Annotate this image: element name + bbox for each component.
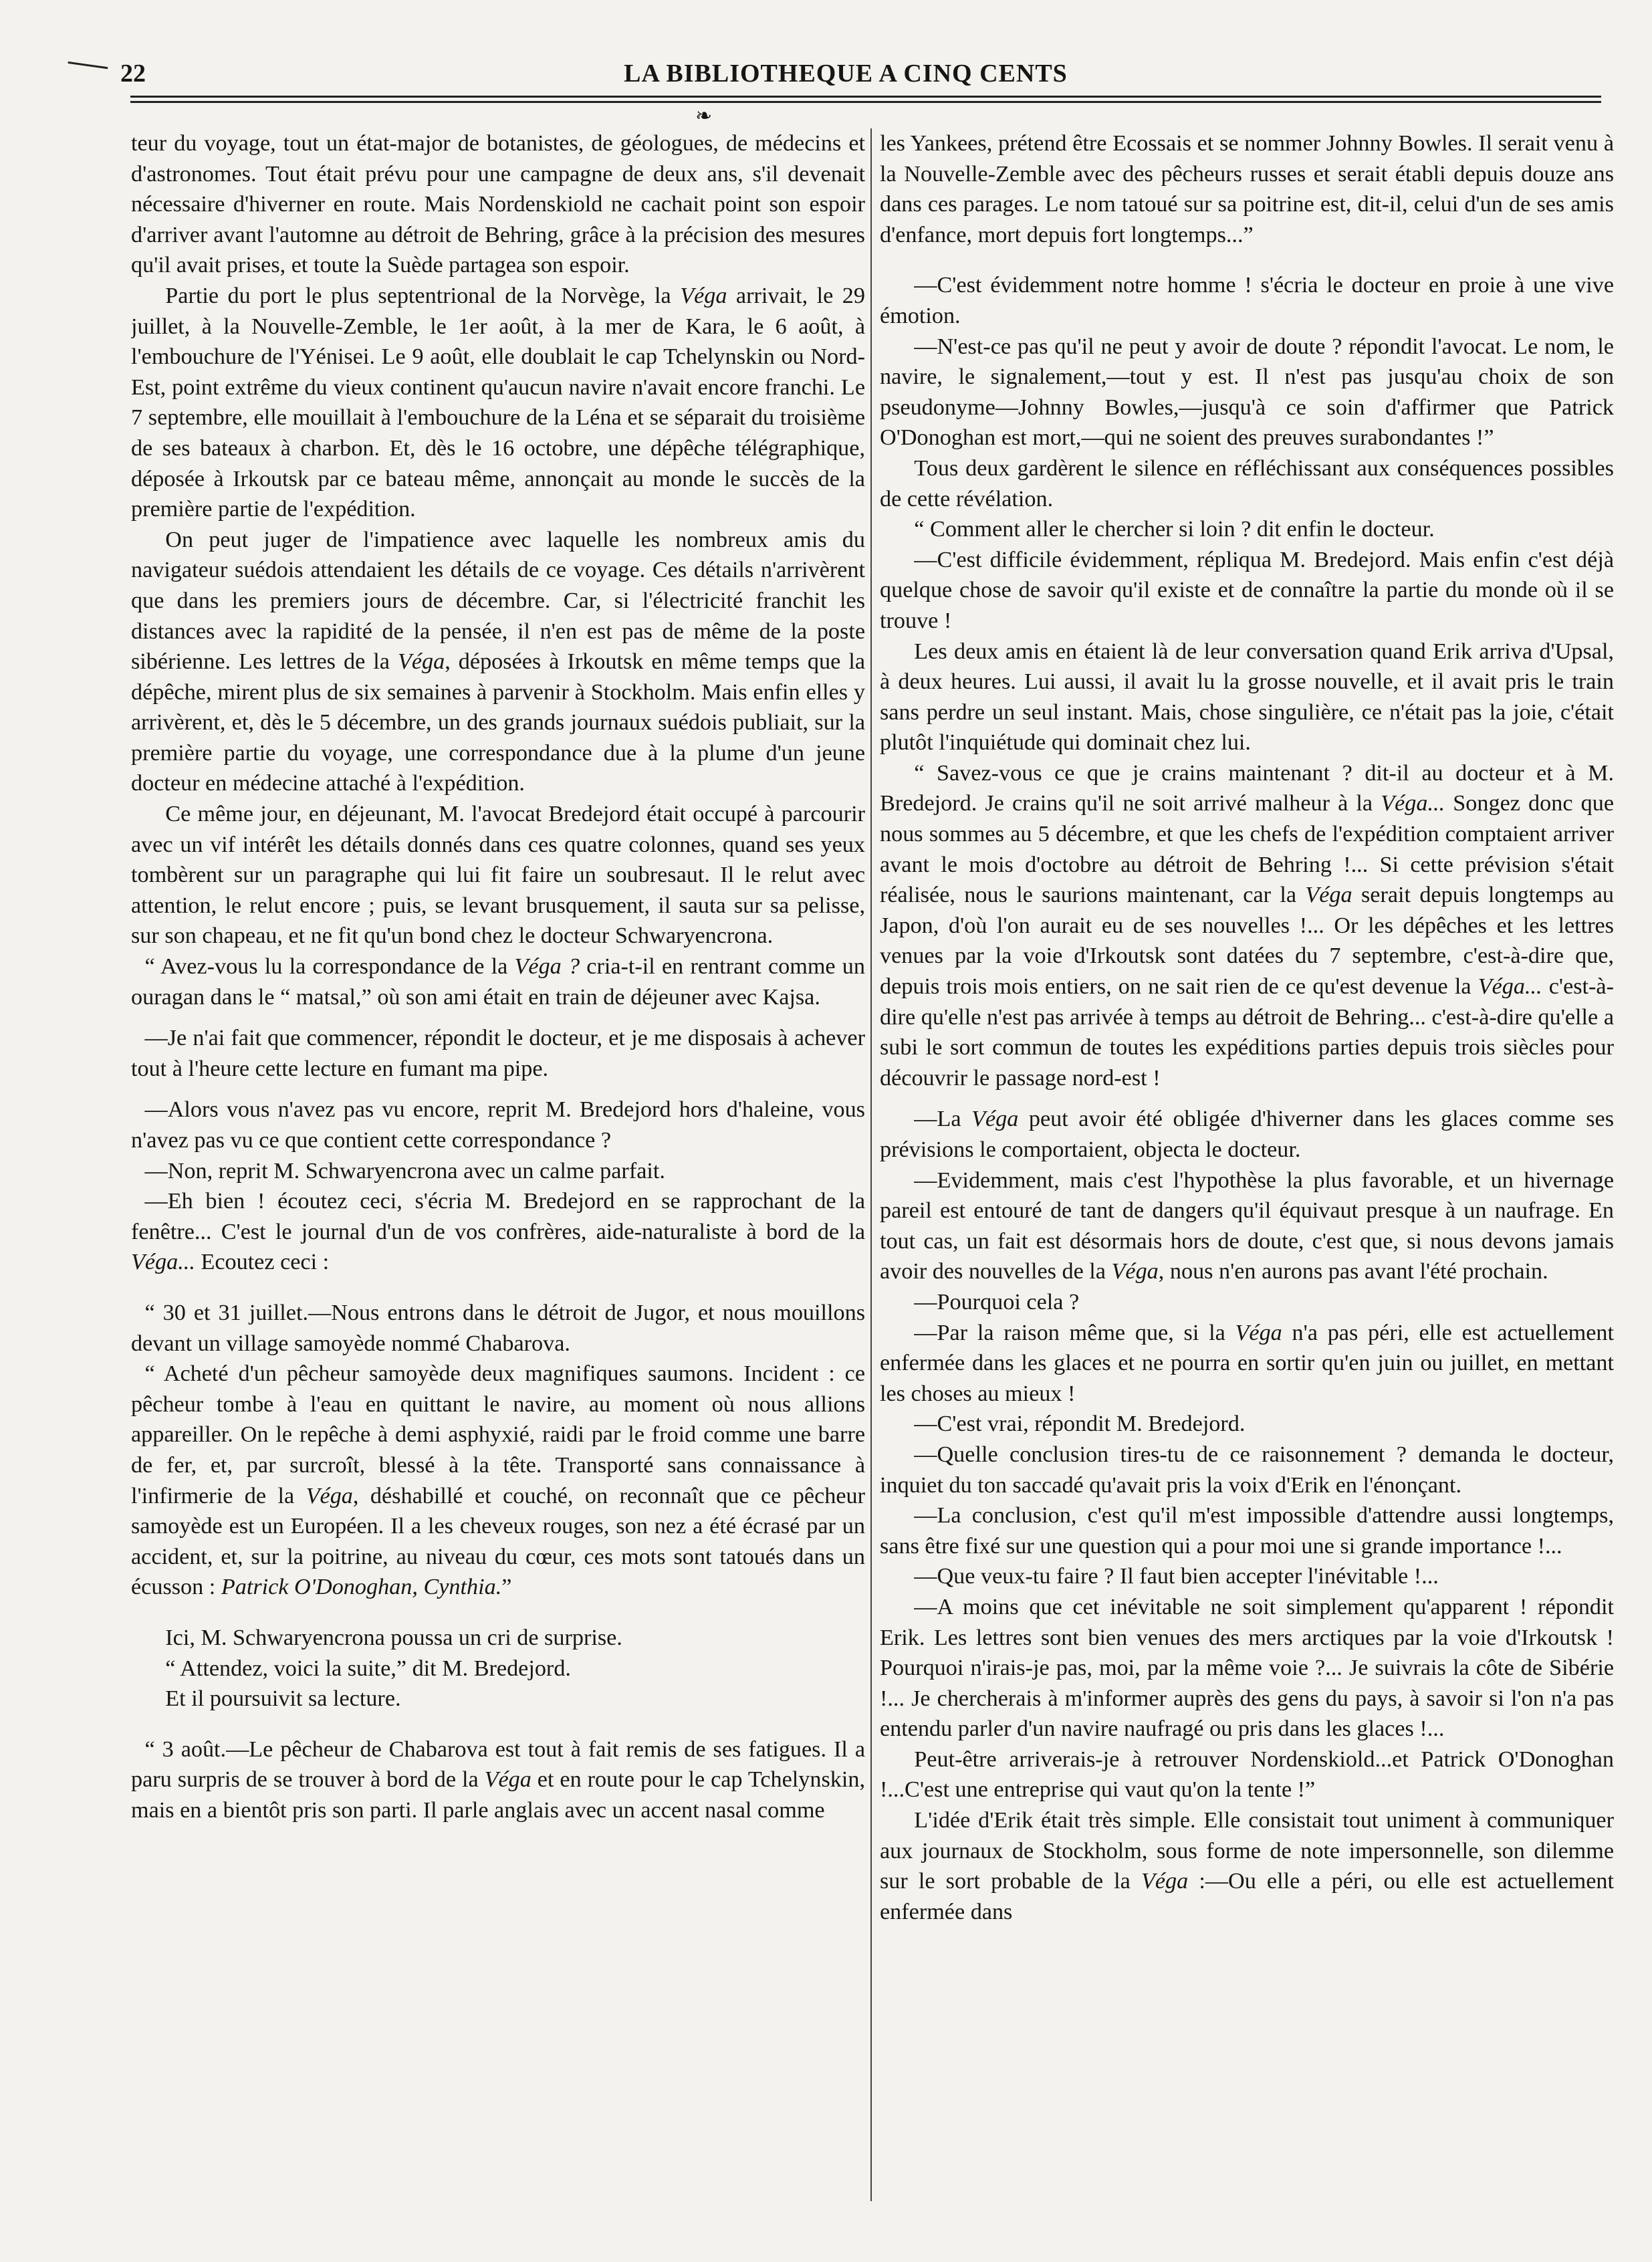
- column-divider: [870, 128, 872, 2201]
- paragraph: Partie du port le plus septentrional de la Norvège, la Véga arrivait, le 29 juillet, à la Nouvelle-Zemble, le 1er août, à la mer de Kara, le 6 août, à l'embouchure de l'Yénisei. Le 9 août, elle doublait le cap Tchelynskin ou Nord-Est, point extrême du vieux continent qu'aucun navire n'avait encore franchi. Le 7 septembre, elle mouillait à l'embouchure de la Léna et se séparait du troisième de ses bateaux à charbon. Et, dès le 16 octobre, une dépêche télégraphique, déposée à Irkoutsk par ce bateau même, annonçait au monde le succès de la première partie de l'expédition.: [131, 283, 865, 522]
- ship-name: Véga: [1235, 1320, 1282, 1345]
- page-header: [80, 56, 1611, 94]
- ship-name: Véga ?: [514, 954, 580, 980]
- paragraph: —C'est évidemment notre homme ! s'écria le docteur en proie à une vive émotion.: [880, 273, 1614, 328]
- paragraph: Ici, M. Schwaryencrona poussa un cri de surprise.: [165, 1625, 622, 1650]
- paragraph: —Quelle conclusion tires-tu de ce raisonnement ? demanda le docteur, inquiet du ton saccadé qu'avait pris la voix d'Erik en l'énonçant.: [880, 1442, 1614, 1498]
- ship-name: Véga: [1111, 1259, 1159, 1284]
- paragraph: “ Savez-vous ce que je crains maintenant ? dit-il au docteur et à M. Bredejord. Je crains qu'il ne soit arrivé malheur à la Véga... Songez donc que nous sommes au 5 décembre, et que les chefs de l'expédition comptaient arriver avant le mois d'octobre au détroit de Behring !... Si cette prévision s'était réalisée, nous le saurions maintenant, car la Véga serait depuis longtemps au Japon, d'où l'on aurait eu de ses nouvelles !... Or les dépêches et les lettres venues par la voie d'Irkoutsk sont datées du 7 septembre, c'est-à-dire que, depuis trois mois entiers, on ne sait rien de ce qu'est devenue la Véga... c'est-à-dire qu'elle n'est pas arrivée à temps au détroit de Behring... c'est-à-dire qu'elle a subi le sort commun de toutes les expéditions parties depuis trois siècles pour découvrir le passage nord-est !: [880, 760, 1614, 1091]
- ship-name: Véga: [484, 1767, 532, 1793]
- tattoo-text: Patrick O'Donoghan, Cynthia.: [221, 1575, 502, 1600]
- ship-name: Véga...: [131, 1250, 195, 1275]
- ship-name: Véga...: [1381, 791, 1445, 816]
- paragraph: “ Attendez, voici la suite,” dit M. Bredejord.: [165, 1656, 571, 1681]
- paragraph: L'idée d'Erik était très simple. Elle consistait tout uniment à communiquer aux journaux de Stockholm, sous forme de note impersonnelle, son dilemme sur le sort probable de la Véga :—Ou elle a péri, ou elle est actuellement enfermée dans: [880, 1808, 1614, 1924]
- paragraph: —Par la raison même que, si la Véga n'a pas péri, elle est actuellement enfermée dans les glaces et ne pourra en sortir qu'en juin ou juillet, en mettant les choses au mieux !: [880, 1320, 1614, 1406]
- paragraph: —La conclusion, c'est qu'il m'est impossible d'attendre aussi longtemps, sans être fixé sur une question qui a pour moi une si grande importance !...: [880, 1503, 1614, 1559]
- paragraph: —A moins que cet inévitable ne soit simplement qu'apparent ! répondit Erik. Les lettres sont bien venues des mers arctiques par la voie d'Irkoutsk ! Pourquoi n'irais-je pas, moi, par la même voie ?... Je suivrais la côte de Sibérie !... Je chercherais à m'informer auprès des gens du pays, à savoir si l'on n'a pas entendu parler d'un navire naufragé ou pris dans les glaces !...: [880, 1594, 1614, 1742]
- running-title: LA BIBLIOTHEQUE A CINQ CENTS: [624, 60, 1068, 88]
- ship-name: Véga: [971, 1107, 1019, 1132]
- right-column: [880, 128, 1614, 2235]
- paragraph: —Alors vous n'avez pas vu encore, reprit M. Bredejord hors d'haleine, vous n'avez pas vu ce que contient cette correspondance ?: [131, 1097, 865, 1153]
- paragraph: —C'est vrai, répondit M. Bredejord.: [914, 1411, 1246, 1437]
- header-rule-bottom: [130, 101, 1601, 103]
- paragraph: Les deux amis en étaient là de leur conversation quand Erik arriva d'Upsal, à deux heures. Lui aussi, il avait lu la grosse nouvelle, et il avait pris le train sans perdre un seul instant. Mais, chose singulière, ce n'était pas la joie, c'était plutôt l'inquiétude qui dominait chez lui.: [880, 639, 1614, 756]
- paragraph: —N'est-ce pas qu'il ne peut y avoir de doute ? répondit l'avocat. Le nom, le navire, le signalement,—tout y est. Il n'est pas jusqu'au choix de son pseudonyme—Johnny Bowles,—jusqu'à ce soin d'affirmer que Patrick O'Donoghan est mort,—qui ne soient des preuves surabondantes !”: [880, 334, 1614, 451]
- ship-name: Véga: [1141, 1869, 1189, 1894]
- ship-name: Véga...: [1478, 974, 1542, 1000]
- paragraph: les Yankees, prétend être Ecossais et se nommer Johnny Bowles. Il serait venu à la Nouvelle-Zemble avec des pêcheurs russes et serait établi depuis douze ans dans ces parages. Le nom tatoué sur sa poitrine est, dit-il, celui d'un de ses amis d'enfance, mort depuis fort longtemps...”: [880, 131, 1614, 247]
- paragraph: “ Comment aller le chercher si loin ? dit enfin le docteur.: [914, 517, 1435, 542]
- paragraph: —Evidemment, mais c'est l'hypothèse la plus favorable, et un hivernage pareil est entouré de tant de dangers qu'il équivaut presque à un naufrage. En tout cas, un fait est désormais hors de doute, c'est que, si nous devons jamais avoir des nouvelles de la Véga, nous n'en aurons pas avant l'été prochain.: [880, 1167, 1614, 1284]
- ship-name: Véga: [680, 283, 727, 308]
- ship-name: Véga: [397, 649, 445, 675]
- left-column: [131, 128, 865, 2235]
- paragraph: Ce même jour, en déjeunant, M. l'avocat Bredejord était occupé à parcourir avec un vif intérêt les détails donnés dans ces quatre colonnes, quand ses yeux tombèrent sur un paragraphe qui lui fit faire un soubresaut. Il le relut avec attention, le relut encore ; puis, se levant brusquement, il sauta sur sa pelisse, sur son chapeau, et ne fit qu'un bond chez le docteur Schwaryencrona.: [131, 802, 865, 949]
- paragraph: “ Avez-vous lu la correspondance de la Véga ? cria-t-il en rentrant comme un ouragan dans le “ matsal,” où son ami était en train de déjeuner avec Kajsa.: [131, 954, 865, 1010]
- paragraph: —Pourquoi cela ?: [914, 1289, 1080, 1315]
- paragraph: —La Véga peut avoir été obligée d'hiverner dans les glaces comme ses prévisions le comportaient, objecta le docteur.: [880, 1107, 1614, 1162]
- paragraph: Et il poursuivit sa lecture.: [165, 1686, 401, 1712]
- quote-paragraph: “ 3 août.—Le pêcheur de Chabarova est tout à fait remis de ses fatigues. Il a paru surpris de se trouver à bord de la Véga et en route pour le cap Tchelynskin, mais en a bientôt pris son parti. Il parle anglais avec un accent nasal comme: [131, 1736, 865, 1823]
- header-rule-top: [130, 96, 1601, 98]
- paragraph: teur du voyage, tout un état-major de botanistes, de géologues, de médecins et d'astronomes. Tout était prévu pour une campagne de deux ans, s'il devenait nécessaire d'hiverner en route. Mais Nordenskiold ne cachait point son espoir d'arriver avant l'automne au détroit de Behring, grâce à la précision des mesures qu'il avait prises, et toute la Suède partagea son espoir.: [131, 131, 865, 278]
- paragraph: On peut juger de l'impatience avec laquelle les nombreux amis du navigateur suédois attendaient les détails de ce voyage. Ces détails n'arrivèrent que dans les premiers jours de décembre. Car, si l'électricité franchit les distances avec la rapidité de la pensée, il n'en est pas de même de la poste sibérienne. Les lettres de la Véga, déposées à Irkoutsk en même temps que la dépêche, mirent plus de six semaines à parvenir à Stockholm. Mais enfin elles y arrivèrent, et, dès le 5 décembre, un des grands journaux suédois publiait, sur la première partie du voyage, une correspondance due à la plume d'un jeune docteur en médecine attaché à l'expédition.: [131, 527, 865, 796]
- paragraph: —C'est difficile évidemment, répliqua M. Bredejord. Mais enfin c'est déjà quelque chose de savoir qu'il existe et de connaître la partie du monde où il se trouve !: [880, 547, 1614, 633]
- paragraph: Peut-être arriverais-je à retrouver Nordenskiold...et Patrick O'Donoghan !...C'est une entreprise qui vaut qu'on la tente !”: [880, 1746, 1614, 1803]
- ship-name: Véga: [306, 1483, 353, 1508]
- ornament-icon: ❧: [695, 105, 713, 127]
- paragraph: —Non, reprit M. Schwaryencrona avec un calme parfait.: [144, 1158, 665, 1183]
- paragraph: —Eh bien ! écoutez ceci, s'écria M. Bredejord en se rapprochant de la fenêtre... C'est le journal d'un de vos confrères, aide-naturaliste à bord de la Véga... Ecoutez ceci :: [131, 1189, 865, 1275]
- quote-paragraph: “ 30 et 31 juillet.—Nous entrons dans le détroit de Jugor, et nous mouillons devant un village samoyède nommé Chabarova.: [131, 1300, 865, 1356]
- paragraph: —Que veux-tu faire ? Il faut bien accepter l'inévitable !...: [914, 1564, 1439, 1589]
- quote-paragraph: “ Acheté d'un pêcheur samoyède deux magnifiques saumons. Incident : ce pêcheur tombe à l'eau en quittant le navire, au moment où nous allions appareiller. On le repêche à demi asphyxié, raidi par le froid comme une barre de fer, et, par surcroît, blessé à la tête. Transporté sans connaissance à l'infirmerie de la Véga, déshabillé et couché, on reconnaît que ce pêcheur samoyède est un Européen. Il a les cheveux rouges, son nez a été écrasé par un accident, et, sur la poitrine, au niveau du cœur, ces mots sont tatoués dans un écusson : Patrick O'Donoghan, Cynthia.”: [131, 1361, 865, 1600]
- paragraph: —Je n'ai fait que commencer, répondit le docteur, et je me disposais à achever tout à l'heure cette lecture en fumant ma pipe.: [131, 1026, 865, 1081]
- page-number: 22: [120, 60, 146, 88]
- ship-name: Véga: [1305, 883, 1352, 908]
- paragraph: Tous deux gardèrent le silence en réfléchissant aux conséquences possibles de cette révélation.: [880, 455, 1614, 512]
